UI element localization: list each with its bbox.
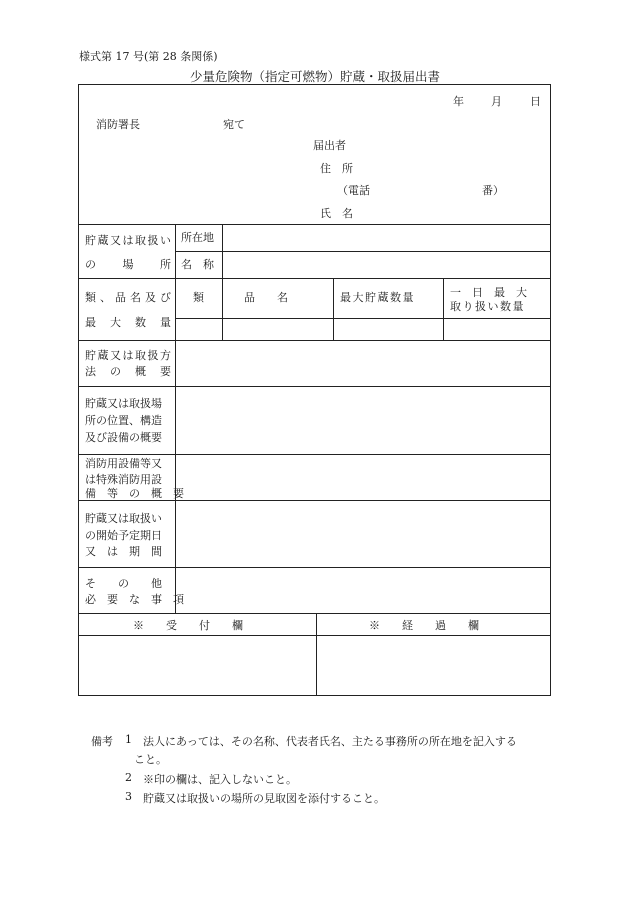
- address-field-label: 所在地: [181, 231, 214, 244]
- note-2-text: ※印の欄は、記入しないこと。: [143, 773, 297, 786]
- other-label-line1: そ の 他: [85, 577, 162, 590]
- row-divider: [79, 567, 550, 568]
- form-number: 様式第 17 号(第 28 条関係): [79, 50, 218, 63]
- note-3-number: 3: [125, 790, 132, 803]
- row-divider: [79, 386, 550, 387]
- other-label-line2: 必 要 な 事 項: [85, 593, 184, 606]
- reception-column-header: ※ 受 付 欄: [133, 619, 243, 632]
- method-label-line2: 法 の 概 要: [85, 365, 171, 378]
- address-label: 住 所: [320, 162, 353, 175]
- date-day-label: 日: [530, 95, 541, 108]
- facility-label-line3: 及び設備の概要: [85, 431, 162, 444]
- note-1-continuation: こと。: [134, 753, 167, 766]
- max-storage-column-header: 最大貯蔵数量: [340, 291, 415, 304]
- phone-open-label: （電話: [337, 184, 370, 197]
- date-month-label: 月: [491, 95, 502, 108]
- row-divider: [79, 278, 550, 279]
- row-divider: [79, 500, 550, 501]
- addressee-label: 消防署長: [96, 118, 140, 131]
- date-year-label: 年: [453, 95, 464, 108]
- firefighting-label-line1: 消防用設備等又: [85, 457, 162, 470]
- column-divider: [333, 278, 334, 340]
- column-divider: [175, 224, 176, 613]
- period-label-line2: の開始予定期日: [85, 529, 162, 542]
- note-1-number: 1: [125, 733, 132, 746]
- row-divider: [175, 251, 550, 252]
- column-divider: [443, 278, 444, 340]
- facility-label-line2: 所の位置、構造: [85, 414, 162, 427]
- firefighting-label-line3: 備 等 の 概 要: [85, 487, 184, 500]
- row-divider: [79, 224, 550, 225]
- location-label-line1: 貯 蔵 又 は 取 扱 い: [85, 234, 171, 247]
- row-divider: [79, 613, 550, 614]
- row-divider: [79, 340, 550, 341]
- method-label-line1: 貯 蔵 又 は 取 扱 方: [85, 349, 171, 362]
- document-title: 少量危険物（指定可燃物）貯蔵・取扱届出書: [189, 69, 440, 84]
- location-label-line2: の 場 所: [85, 258, 171, 271]
- name-label: 氏 名: [320, 207, 353, 220]
- daily-max-header-line1: 一 日 最 大: [450, 286, 527, 299]
- class-column-header: 類: [193, 291, 204, 304]
- row-divider: [79, 454, 550, 455]
- item-column-header: 品 名: [244, 291, 288, 304]
- column-divider: [222, 278, 223, 340]
- note-2-number: 2: [125, 771, 132, 784]
- facility-label-line1: 貯蔵又は取扱場: [85, 397, 162, 410]
- daily-max-header-line2: 取り扱い数量: [450, 300, 525, 313]
- category-label-line1: 類 、 品 名 及 び: [85, 291, 171, 304]
- note-1-text: 法人にあっては、その名称、代表者氏名、主たる事務所の所在地を記入する: [143, 735, 517, 748]
- applicant-label: 届出者: [313, 139, 346, 152]
- form-table: [78, 84, 551, 696]
- progress-column-header: ※ 経 過 欄: [369, 619, 479, 632]
- firefighting-label-line2: は特殊消防用設: [85, 473, 162, 486]
- phone-close-label: 番）: [482, 184, 504, 197]
- row-divider: [175, 318, 550, 319]
- notes-label: 備考: [91, 735, 113, 748]
- column-divider: [316, 613, 317, 696]
- addressee-suffix: 宛て: [223, 118, 245, 131]
- period-label-line1: 貯蔵又は取扱い: [85, 512, 162, 525]
- name-field-label: 名 称: [181, 258, 214, 271]
- category-label-line2: 最 大 数 量: [85, 316, 171, 329]
- note-3-text: 貯蔵又は取扱いの場所の見取図を添付すること。: [143, 792, 385, 805]
- column-divider: [222, 224, 223, 278]
- row-divider: [79, 635, 550, 636]
- period-label-line3: 又 は 期 間: [85, 545, 162, 558]
